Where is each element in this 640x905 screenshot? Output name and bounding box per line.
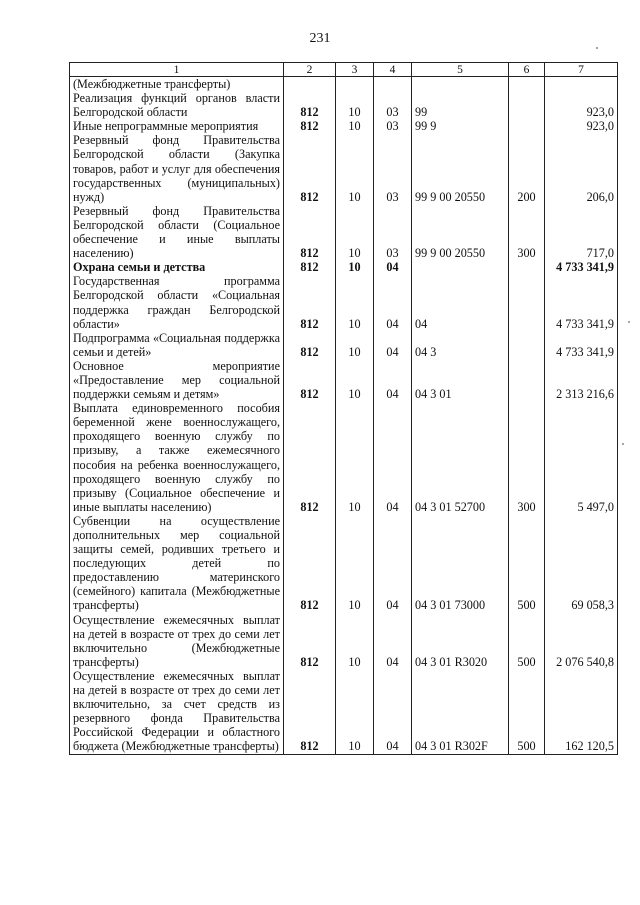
row-target-code — [412, 77, 509, 92]
header-col-7: 7 — [545, 63, 618, 77]
row-ministry-code: 812 — [284, 613, 336, 669]
row-expense-type: 200 — [509, 133, 545, 203]
row-target-code: 99 9 00 20550 — [412, 204, 509, 260]
row-subsection-code: 04 — [374, 613, 412, 669]
row-subsection-code — [374, 77, 412, 92]
row-target-code: 04 3 01 52700 — [412, 401, 509, 514]
table-row — [70, 613, 618, 669]
row-section-code: 10 — [336, 204, 374, 260]
row-expense-type: 500 — [509, 613, 545, 669]
row-subsection-code: 04 — [374, 331, 412, 359]
row-target-code: 04 3 — [412, 331, 509, 359]
row-amount: 4 733 341,9 — [545, 260, 618, 274]
row-ministry-code: 812 — [284, 204, 336, 260]
table-row — [70, 331, 618, 359]
row-name: Реализация функций органов власти Белгородской области — [70, 91, 284, 119]
row-section-code: 10 — [336, 514, 374, 613]
row-target-code: 04 3 01 73000 — [412, 514, 509, 613]
row-amount: 69 058,3 — [545, 514, 618, 613]
row-ministry-code: 812 — [284, 514, 336, 613]
row-expense-type — [509, 91, 545, 119]
header-col-2: 2 — [284, 63, 336, 77]
row-name: Резервный фонд Правительства Белгородской области (Социальное обеспечение и иные выплаты населению) — [70, 204, 284, 260]
row-amount: 2 076 540,8 — [545, 613, 618, 669]
row-ministry-code: 812 — [284, 91, 336, 119]
row-name: Субвенции на осуществление дополнительных мер социальной защиты семей, родивших третьего и последующих детей по предоставлению материнского (семейного) капитала (Межбюджетные трансферты) — [70, 514, 284, 613]
row-ministry-code: 812 — [284, 401, 336, 514]
row-section-code: 10 — [336, 91, 374, 119]
header-col-4: 4 — [374, 63, 412, 77]
row-ministry-code: 812 — [284, 274, 336, 330]
table-row — [70, 119, 618, 133]
header-col-1: 1 — [70, 63, 284, 77]
header-col-3: 3 — [336, 63, 374, 77]
row-subsection-code: 04 — [374, 514, 412, 613]
row-ministry-code: 812 — [284, 359, 336, 401]
row-amount: 4 733 341,9 — [545, 274, 618, 330]
table-row — [70, 260, 618, 274]
table-row — [70, 669, 618, 754]
row-amount — [545, 77, 618, 92]
row-ministry-code: 812 — [284, 669, 336, 754]
budget-table — [69, 62, 618, 755]
row-expense-type — [509, 331, 545, 359]
row-section-code: 10 — [336, 331, 374, 359]
row-section-code: 10 — [336, 359, 374, 401]
row-name: Государственная программа Белгородской области «Социальная поддержка граждан Белгородской области» — [70, 274, 284, 330]
row-section-code: 10 — [336, 401, 374, 514]
row-expense-type: 500 — [509, 514, 545, 613]
row-subsection-code: 03 — [374, 119, 412, 133]
row-amount: 5 497,0 — [545, 401, 618, 514]
row-name: Резервный фонд Правительства Белгородской области (Закупка товаров, работ и услуг для обеспечения государственных (муниципальных) нужд) — [70, 133, 284, 203]
scan-speck — [622, 443, 624, 445]
table-row — [70, 77, 618, 92]
row-subsection-code: 03 — [374, 91, 412, 119]
table-row — [70, 274, 618, 330]
row-section-code: 10 — [336, 669, 374, 754]
table-row — [70, 359, 618, 401]
row-name: Осуществление ежемесячных выплат на детей в возрасте от трех до семи лет включительно, за счет средств из резервного фонда Правительства Российской Федерации и областного бюджета (Межбюджетные трансферты) — [70, 669, 284, 754]
row-subsection-code: 04 — [374, 359, 412, 401]
row-ministry-code: 812 — [284, 260, 336, 274]
row-amount: 923,0 — [545, 91, 618, 119]
row-expense-type: 500 — [509, 669, 545, 754]
row-target-code: 04 3 01 R302F — [412, 669, 509, 754]
row-target-code: 99 9 — [412, 119, 509, 133]
row-expense-type — [509, 260, 545, 274]
row-section-code: 10 — [336, 119, 374, 133]
table-row — [70, 204, 618, 260]
row-expense-type — [509, 77, 545, 92]
row-section-code: 10 — [336, 274, 374, 330]
table-row — [70, 401, 618, 514]
row-name: Выплата единовременного пособия беременной жене военнослужащего, проходящего военную службу по призыву, а также ежемесячного пособия на ребенка военнослужащего, проходящего военную службу по призыву (Социальное обеспечение и иные выплаты населению) — [70, 401, 284, 514]
row-target-code: 99 9 00 20550 — [412, 133, 509, 203]
row-name: Подпрограмма «Социальная поддержка семьи и детей» — [70, 331, 284, 359]
row-ministry-code — [284, 77, 336, 92]
header-row — [70, 63, 618, 77]
row-section-code — [336, 77, 374, 92]
table-row — [70, 514, 618, 613]
row-name: Иные непрограммные мероприятия — [70, 119, 284, 133]
row-name: Осуществление ежемесячных выплат на детей в возрасте от трех до семи лет включительно (Межбюджетные трансферты) — [70, 613, 284, 669]
scan-speck — [596, 47, 598, 49]
scan-speck — [628, 321, 630, 323]
row-amount: 206,0 — [545, 133, 618, 203]
row-amount: 2 313 216,6 — [545, 359, 618, 401]
row-expense-type: 300 — [509, 401, 545, 514]
row-target-code: 99 — [412, 91, 509, 119]
header-col-5: 5 — [412, 63, 509, 77]
row-ministry-code: 812 — [284, 119, 336, 133]
row-expense-type — [509, 274, 545, 330]
row-subsection-code: 04 — [374, 274, 412, 330]
row-subsection-code: 04 — [374, 669, 412, 754]
row-expense-type: 300 — [509, 204, 545, 260]
row-target-code: 04 3 01 R3020 — [412, 613, 509, 669]
row-target-code: 04 3 01 — [412, 359, 509, 401]
row-amount: 923,0 — [545, 119, 618, 133]
header-col-6: 6 — [509, 63, 545, 77]
row-target-code — [412, 260, 509, 274]
row-name: Охрана семьи и детства — [70, 260, 284, 274]
row-section-code: 10 — [336, 133, 374, 203]
row-subsection-code: 03 — [374, 204, 412, 260]
row-name: (Межбюджетные трансферты) — [70, 77, 284, 92]
row-subsection-code: 04 — [374, 401, 412, 514]
row-expense-type — [509, 359, 545, 401]
row-amount: 4 733 341,9 — [545, 331, 618, 359]
row-section-code: 10 — [336, 613, 374, 669]
row-ministry-code: 812 — [284, 133, 336, 203]
page-number: 231 — [309, 31, 331, 46]
row-amount: 717,0 — [545, 204, 618, 260]
row-ministry-code: 812 — [284, 331, 336, 359]
row-amount: 162 120,5 — [545, 669, 618, 754]
row-section-code: 10 — [336, 260, 374, 274]
table-row — [70, 133, 618, 203]
row-subsection-code: 03 — [374, 133, 412, 203]
row-expense-type — [509, 119, 545, 133]
table-row — [70, 91, 618, 119]
row-name: Основное мероприятие «Предоставление мер социальной поддержки семьям и детям» — [70, 359, 284, 401]
row-subsection-code: 04 — [374, 260, 412, 274]
row-target-code: 04 — [412, 274, 509, 330]
